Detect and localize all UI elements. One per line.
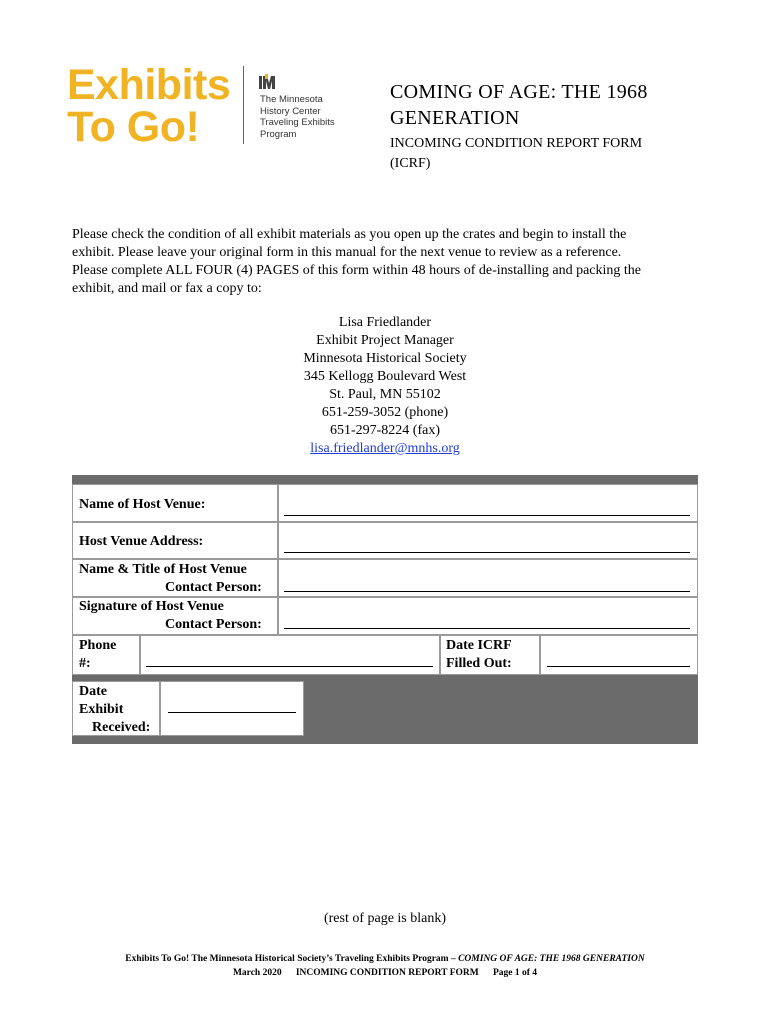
- label-line: Received:: [92, 720, 151, 735]
- label-line: #:: [79, 656, 91, 671]
- instructions-line: exhibit. Please leave your original form in this manual for the next venue to review as a reference.: [72, 245, 622, 260]
- contact-email-link[interactable]: lisa.friedlander@mnhs.org: [310, 441, 460, 456]
- contact-role: Exhibit Project Manager: [316, 333, 454, 348]
- phone-field[interactable]: [146, 666, 433, 667]
- signature-field[interactable]: [284, 628, 690, 629]
- footer-program: Exhibits To Go! The Minnesota Historical Society’s Traveling Exhibits Program –: [125, 954, 459, 964]
- label-line: Exhibit: [79, 702, 124, 717]
- address-field-cell: [278, 522, 698, 559]
- contact-fax: 651-297-8224 (fax): [329, 423, 441, 438]
- date-received-label: [79, 683, 150, 737]
- date-received-field-cell: [160, 681, 304, 736]
- rest-of-page-blank-note: (rest of page is blank): [323, 911, 447, 926]
- footer-line-2: March 2020 INCOMING CONDITION REPORT FORM Page 1 of 4: [232, 968, 538, 978]
- host-venue-field[interactable]: [284, 515, 690, 516]
- subtitle-line: (ICRF): [390, 156, 431, 171]
- instructions-line: Please check the condition of all exhibit materials as you open up the crates and begin to install the: [72, 227, 627, 242]
- form-top-band: [72, 475, 698, 484]
- contact-street: 345 Kellogg Boulevard West: [303, 369, 467, 384]
- date-icrf-label: [446, 637, 512, 673]
- date-icrf-field[interactable]: [547, 666, 690, 667]
- form-subtitle: [390, 134, 642, 174]
- mnhs-program-name: [260, 94, 335, 140]
- mnhs-mark-icon: [258, 74, 276, 90]
- instructions-line: exhibit, and mail or fax a copy to:: [72, 281, 262, 296]
- label-line: Date: [79, 684, 107, 699]
- date-icrf-field-cell: [540, 635, 698, 675]
- logo-line-1: Exhibits: [67, 61, 231, 109]
- label-line: Filled Out:: [446, 656, 512, 671]
- date-received-field[interactable]: [168, 712, 296, 713]
- form-bottom-band: [72, 736, 698, 744]
- subtitle-line: INCOMING CONDITION REPORT FORM: [390, 136, 643, 151]
- footer-line-1: [0, 952, 770, 966]
- instructions-line: Please complete ALL FOUR (4) PAGES of this form within 48 hours of de-installing and packing the: [72, 263, 642, 278]
- footer-exhibit-title: COMING OF AGE: THE 1968 GENERATION: [458, 954, 645, 964]
- contact-org: Minnesota Historical Society: [303, 351, 467, 366]
- contact-name: Lisa Friedlander: [338, 315, 432, 330]
- instructions-paragraph: [72, 226, 702, 298]
- org-line: Traveling Exhibits: [260, 117, 335, 128]
- page-title: [390, 79, 648, 131]
- shaded-cell: [304, 681, 698, 736]
- phone-label: [79, 637, 116, 673]
- label-line: Phone: [79, 638, 117, 653]
- label-line: Name & Title of Host Venue: [79, 562, 247, 577]
- contact-city: St. Paul, MN 55102: [329, 387, 441, 402]
- host-venue-address-label: Host Venue Address:: [79, 534, 204, 549]
- phone-field-cell: [140, 635, 440, 675]
- contact-title-field[interactable]: [284, 591, 690, 592]
- org-line: History Center: [260, 105, 321, 117]
- signature-label: [79, 598, 262, 634]
- title-line: COMING OF AGE: THE 1968: [390, 81, 648, 103]
- logo-line-2: To Go!: [67, 103, 200, 151]
- signature-field-cell: [278, 597, 698, 635]
- exhibits-to-go-logo: [67, 61, 231, 151]
- title-line: GENERATION: [390, 107, 520, 129]
- contact-title-label: [79, 561, 262, 597]
- host-venue-address-field[interactable]: [284, 552, 690, 553]
- label-line: Date ICRF: [446, 638, 512, 653]
- contact-phone: 651-259-3052 (phone): [321, 405, 449, 420]
- org-line: The Minnesota: [260, 94, 323, 105]
- label-line: Contact Person:: [165, 580, 262, 595]
- mailing-address: [0, 314, 770, 458]
- label-line: Signature of Host Venue: [79, 599, 224, 614]
- label-line: Contact Person:: [165, 617, 262, 632]
- logo-divider: [243, 66, 244, 144]
- host-venue-label: Name of Host Venue:: [79, 497, 206, 512]
- page-footer: [0, 952, 770, 980]
- host-venue-field-cell: [278, 484, 698, 522]
- org-line: Program: [260, 128, 297, 140]
